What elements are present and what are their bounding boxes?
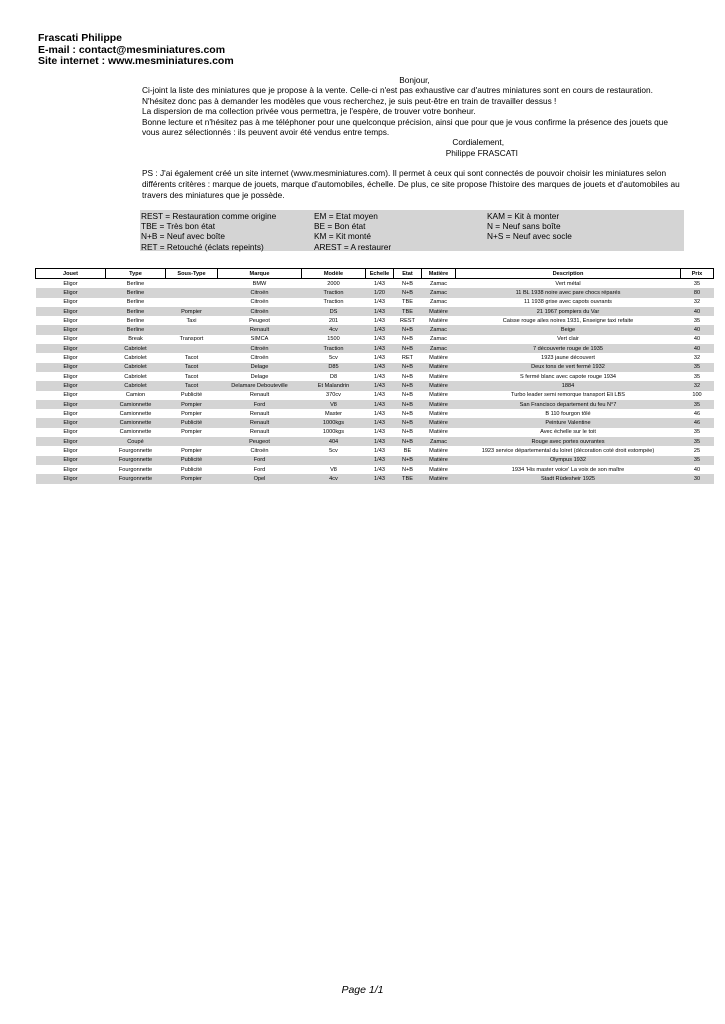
table-cell: N+B xyxy=(394,456,422,465)
letter-line: N'hésitez donc pas à demander les modèles que vous recherchez, je suis peut-être en train de travailler dessus ! xyxy=(142,95,557,106)
table-cell xyxy=(302,456,366,465)
table-cell: 1/43 xyxy=(374,355,385,362)
table-cell: Pompier xyxy=(181,429,202,436)
table-row xyxy=(36,372,714,381)
table-body xyxy=(36,279,714,484)
table-cell: Ford xyxy=(253,466,266,473)
table-cell: San Francisco departement du feu N°7 xyxy=(456,400,681,409)
table-cell: N+B xyxy=(394,437,422,446)
table-cell: 11 BL 1938 noire avec pare chocs réparés xyxy=(456,288,681,297)
table-cell: B 110 fourgon tôlé xyxy=(545,410,591,417)
table-cell: Matière xyxy=(429,355,448,362)
table-cell: Publicité xyxy=(180,466,203,473)
table-cell: N+B xyxy=(401,392,414,399)
table-cell: Delage xyxy=(250,373,269,380)
table-cell: TBE xyxy=(394,474,422,483)
table-cell: 30 xyxy=(681,474,714,483)
table-cell: Pompier xyxy=(166,400,218,409)
legend-entry: KAM = Kit à monter xyxy=(487,211,560,221)
table-cell: BE xyxy=(403,447,412,454)
table-cell: Eligor xyxy=(36,307,106,316)
table-cell: Tacot xyxy=(166,363,218,372)
table-row xyxy=(36,298,714,307)
closing: Cordialement, xyxy=(452,137,504,148)
table-row xyxy=(36,363,714,372)
table-cell: 35 xyxy=(681,437,714,446)
table-cell: 40 xyxy=(693,336,701,343)
table-cell: Zamac xyxy=(429,336,448,343)
table-cell xyxy=(166,437,218,446)
table-cell: Eligor xyxy=(63,466,78,473)
column-header: Marque xyxy=(218,269,302,279)
table-cell: Peinture Valentine xyxy=(456,418,681,427)
author-site: Site internet : www.mesminiatures.com xyxy=(38,55,234,67)
table-cell: N+B xyxy=(401,429,414,436)
table-cell: Matière xyxy=(422,456,456,465)
table-cell: Ford xyxy=(218,456,302,465)
table-cell: 1/20 xyxy=(366,288,394,297)
table-cell: Berline xyxy=(126,280,145,287)
table-cell: 32 xyxy=(693,355,701,362)
table-cell: Vert métal xyxy=(555,280,581,287)
table-row xyxy=(36,316,714,325)
table-cell: Rouge avec portes ouvrantes xyxy=(456,437,681,446)
table-cell: 1/43 xyxy=(366,456,394,465)
signature: Philippe FRASCATI xyxy=(445,147,518,158)
table-cell: Eligor xyxy=(63,280,78,287)
table-cell: 1/43 xyxy=(366,474,394,483)
table-cell: Vert clair xyxy=(557,336,579,343)
table-row xyxy=(36,325,714,334)
table-cell: Master xyxy=(324,410,343,417)
table-cell: 1/43 xyxy=(374,447,385,454)
table-cell: Zamac xyxy=(422,437,456,446)
table-cell: Matière xyxy=(429,317,448,324)
table-cell: 1/43 xyxy=(366,437,394,446)
table-cell: Transport xyxy=(179,336,204,343)
table-cell xyxy=(166,279,218,289)
letter-line: Ci-joint la liste des miniatures que je propose à la vente. Celle-ci n'est pas exhaustive car d'autres miniatures sont en cours de restauration. xyxy=(142,85,653,96)
table-cell: Zamac xyxy=(429,280,448,287)
table-cell: N+B xyxy=(401,373,414,380)
legend-column-2 xyxy=(314,211,391,252)
table-cell: 4cv xyxy=(302,474,366,483)
table-row xyxy=(36,437,714,446)
table-cell: Cabriolet xyxy=(106,381,166,390)
table-cell: 25 xyxy=(693,447,701,454)
table-cell: 1923 service départemental du loiret (décoration coté droit estompée) xyxy=(481,447,655,454)
table-cell: Camionnette xyxy=(106,418,166,427)
table-row xyxy=(36,279,714,289)
table-cell: 1/43 xyxy=(366,400,394,409)
table-row xyxy=(36,474,714,483)
table-cell: Berline xyxy=(106,325,166,334)
table-cell: 1/43 xyxy=(374,410,385,417)
table-cell: Peugeot xyxy=(218,437,302,446)
table-cell: Coupé xyxy=(106,437,166,446)
legend-entry: RET = Retouché (éclats repeints) xyxy=(141,241,264,252)
table-cell: Matière xyxy=(429,373,448,380)
legend-entry: N = Neuf sans boîte xyxy=(487,221,561,232)
column-header: Echelle xyxy=(366,269,394,279)
table-cell: Matière xyxy=(422,363,456,372)
table-cell: Eligor xyxy=(63,447,78,454)
column-header: Description xyxy=(456,269,681,279)
table-cell: 370cv xyxy=(326,392,341,399)
table-cell: Beige xyxy=(456,325,681,334)
legend-entry: EM = Etat moyen xyxy=(314,211,378,221)
table-cell: Eligor xyxy=(36,474,106,483)
table-cell: 35 xyxy=(693,280,701,287)
table-cell: Eligor xyxy=(36,363,106,372)
table-cell: Olympus 1932 xyxy=(456,456,681,465)
table-cell: 4cv xyxy=(302,325,366,334)
table-cell: Renault xyxy=(218,325,302,334)
table-cell: Eligor xyxy=(36,418,106,427)
table-cell: V8 xyxy=(330,466,337,473)
table-cell: Renault xyxy=(218,418,302,427)
inventory-table xyxy=(35,268,714,484)
greeting: Bonjour, xyxy=(399,75,430,85)
table-cell: N+B xyxy=(394,288,422,297)
table-cell: Berline xyxy=(106,307,166,316)
table-cell: Berline xyxy=(106,288,166,297)
table-cell: 1/43 xyxy=(366,363,394,372)
table-cell: 40 xyxy=(681,344,714,353)
column-header: Jouet xyxy=(36,269,106,279)
table-cell: Camionnette xyxy=(106,400,166,409)
table-cell: 1884 xyxy=(456,381,681,390)
table-cell: Deux tons de vert fermé 1932 xyxy=(456,363,681,372)
table-cell: N+B xyxy=(394,381,422,390)
table-cell: Eligor xyxy=(63,355,78,362)
table-cell xyxy=(166,325,218,334)
table-cell: N+B xyxy=(394,400,422,409)
table-cell: Matière xyxy=(422,307,456,316)
legend-entry: AREST = A restaurer xyxy=(314,241,392,252)
table-cell: TBE xyxy=(394,307,422,316)
table-cell: Publicité xyxy=(166,456,218,465)
table-cell: Zamac xyxy=(429,299,448,306)
table-cell: 1/43 xyxy=(366,307,394,316)
table-cell: Eligor xyxy=(63,317,78,324)
table-cell: 35 xyxy=(693,317,701,324)
letter-line: Bonne lecture et n'hésitez pas à me téléphoner pour une quelconque précision, ainsi que pour que je vous confirme la présence des jouets que vous aurez sélectionnés : ils peuvent avoir été vendus entre temps. xyxy=(142,116,669,138)
table-row xyxy=(36,307,714,316)
table-cell: Tacot xyxy=(184,355,199,362)
table-cell: N+B xyxy=(401,280,414,287)
table-cell: Citroën xyxy=(218,288,302,297)
table-cell: Renault xyxy=(249,410,270,417)
table-cell: REST xyxy=(400,317,415,324)
letter-line: La dispersion de ma collection privée vous permettra, je l'espère, de trouver votre bonheur. xyxy=(142,106,476,117)
table-cell xyxy=(166,344,218,353)
table-cell: Matière xyxy=(429,447,448,454)
table-row xyxy=(36,335,714,344)
table-cell: Zamac xyxy=(422,325,456,334)
table-cell: Fourgonnette xyxy=(106,474,166,483)
table-cell: Pompier xyxy=(166,474,218,483)
table-cell: TBE xyxy=(402,299,413,306)
table-cell: 1/43 xyxy=(374,466,385,473)
table-cell: 80 xyxy=(681,288,714,297)
column-header: Type xyxy=(106,269,166,279)
table-cell: 5cv xyxy=(329,355,338,362)
table-cell: 5cv xyxy=(329,447,338,454)
page-number: Page 1/1 xyxy=(341,984,384,996)
table-cell: 21 1967 pompiers du Var xyxy=(456,307,681,316)
table-cell: Eligor xyxy=(63,336,78,343)
table-cell: Fourgonnette xyxy=(118,447,153,454)
table-cell: 35 xyxy=(693,373,701,380)
table-cell: Caisse rouge ailes noires 1931, Enseigne taxi refaite xyxy=(502,317,634,324)
table-cell: 1/43 xyxy=(374,392,385,399)
table-cell: Eligor xyxy=(36,288,106,297)
table-cell: Pompier xyxy=(181,447,202,454)
table-cell: 1/43 xyxy=(366,418,394,427)
table-cell: 1/43 xyxy=(366,381,394,390)
table-cell: D8 xyxy=(329,373,338,380)
intro-letter xyxy=(142,75,687,158)
table-cell: 201 xyxy=(328,317,339,324)
table-cell: 40 xyxy=(693,466,701,473)
table-cell: Eligor xyxy=(36,437,106,446)
table-cell: DS xyxy=(302,307,366,316)
table-cell: Turbo leader semi remorque transport Eli LBS xyxy=(511,392,625,399)
table-cell: 1/43 xyxy=(374,336,385,343)
table-cell: 1500 xyxy=(327,336,340,343)
table-row xyxy=(36,344,714,353)
table-cell: Cabriolet xyxy=(106,344,166,353)
table-row xyxy=(36,446,714,455)
table-row xyxy=(36,288,714,297)
table-cell: N+B xyxy=(394,344,422,353)
table-cell: D85 xyxy=(302,363,366,372)
table-cell: Pompier xyxy=(181,410,202,417)
table-cell: 35 xyxy=(681,363,714,372)
table-cell: Matière xyxy=(429,429,448,436)
table-cell: Eligor xyxy=(63,299,78,306)
table-cell: Stadt Rüdesheir 1925 xyxy=(456,474,681,483)
column-header: Etat xyxy=(394,269,422,279)
table-cell: RET xyxy=(401,355,414,362)
table-cell: Cabriolet xyxy=(106,363,166,372)
column-header: Matière xyxy=(422,269,456,279)
table-cell: Cabriolet xyxy=(124,373,147,380)
table-cell: N+B xyxy=(394,363,422,372)
table-cell: 1/43 xyxy=(366,344,394,353)
table-cell: 11 1938 grise avec capots ouvrants xyxy=(524,299,612,306)
table-row xyxy=(36,400,714,409)
table-cell: Matière xyxy=(429,466,448,473)
table-cell: Citroën xyxy=(250,299,269,306)
table-cell: 35 xyxy=(693,429,701,436)
table-cell: 100 xyxy=(692,392,702,399)
table-cell: 1923 jaune découvert xyxy=(541,355,595,362)
table-cell: Renault xyxy=(249,392,270,399)
table-cell: Eligor xyxy=(63,410,78,417)
legend-entry: KM = Kit monté xyxy=(314,231,371,242)
table-cell: Fourgonnette xyxy=(118,466,153,473)
table-cell: 1/43 xyxy=(374,299,385,306)
postscript: PS : J'ai également créé un site internet (www.mesminiatures.com). Il permet à ceux qui sont connectés de pouvoir choisir les miniatures selon différents critères : marque de jouets, marque d'automobiles, échelle. De plus, ce site propose l'histoire des marques de jouets et d'automobiles au travers des miniatures que je possède. xyxy=(142,168,680,201)
table-cell: Zamac xyxy=(422,344,456,353)
table-cell: N+B xyxy=(394,418,422,427)
table-cell: Opel xyxy=(218,474,302,483)
table-cell: BMW xyxy=(252,280,267,287)
table-cell: Pompier xyxy=(166,307,218,316)
column-header: Sous-Type xyxy=(166,269,218,279)
table-cell: 1/43 xyxy=(374,429,385,436)
table-cell: Traction xyxy=(323,299,344,306)
table-cell: Citroën xyxy=(250,447,269,454)
table-cell: Publicité xyxy=(166,418,218,427)
column-header: Modèle xyxy=(302,269,366,279)
table-cell: Zamac xyxy=(422,288,456,297)
table-cell: 1/43 xyxy=(366,325,394,334)
table-cell: N+B xyxy=(394,325,422,334)
table-cell: N+B xyxy=(401,466,414,473)
table-cell: Taxi xyxy=(186,317,197,324)
table-cell: 46 xyxy=(693,410,701,417)
table-cell: Eligor xyxy=(36,325,106,334)
table-cell: Delamare Debouteville xyxy=(218,381,302,390)
table-row xyxy=(36,353,714,362)
table-cell: Fourgonnette xyxy=(106,456,166,465)
table-cell: Citroën xyxy=(250,355,269,362)
table-cell: SIMCA xyxy=(250,336,269,343)
table-cell: Tacot xyxy=(184,373,199,380)
table-cell: Eligor xyxy=(36,344,106,353)
table-cell: Ford xyxy=(218,400,302,409)
table-cell: S fermé blanc avec capote rouge 1934 xyxy=(519,373,617,380)
table-cell: Traction xyxy=(302,344,366,353)
table-cell: Eligor xyxy=(63,392,78,399)
table-cell: Matière xyxy=(429,410,448,417)
table-cell: Matière xyxy=(429,392,448,399)
table-cell: 1000kgs xyxy=(302,418,366,427)
table-cell: Break xyxy=(128,336,143,343)
table-cell: 2000 xyxy=(327,280,340,287)
legend-entry: BE = Bon état xyxy=(314,221,366,232)
table-cell: Citroën xyxy=(218,307,302,316)
table-cell: Camionnette xyxy=(119,410,152,417)
legend-column-3 xyxy=(487,211,572,242)
table-cell: 1934 'His master voice' La voix de son maître xyxy=(511,466,625,473)
condition-legend xyxy=(140,210,684,251)
table-cell: Cabriolet xyxy=(124,355,147,362)
table-cell: 1/43 xyxy=(374,317,385,324)
legend-entry: TBE = Très bon état xyxy=(141,221,216,232)
table-cell: 40 xyxy=(681,307,714,316)
legend-entry: REST = Restauration comme origine xyxy=(141,211,277,221)
table-row xyxy=(36,418,714,427)
table-cell: Eligor xyxy=(36,456,106,465)
author-email: E-mail : contact@mesminiatures.com xyxy=(38,43,226,56)
table-cell: 1/43 xyxy=(374,373,385,380)
table-cell: Matière xyxy=(422,418,456,427)
table-cell: N+B xyxy=(401,410,414,417)
table-cell: Citroën xyxy=(218,344,302,353)
table-row xyxy=(36,428,714,437)
table-cell: Camion xyxy=(125,392,146,399)
table-cell xyxy=(166,288,218,297)
table-cell: 32 xyxy=(681,381,714,390)
table-cell: Avec échelle sur le toit xyxy=(540,429,596,436)
table-cell: N+B xyxy=(401,336,414,343)
table-cell: Renault xyxy=(249,429,270,436)
legend-entry: N+B = Neuf avec boîte xyxy=(141,231,225,242)
table-cell: 404 xyxy=(302,437,366,446)
table-cell: Traction xyxy=(302,288,366,297)
table-cell: Berline xyxy=(126,299,145,306)
table-row xyxy=(36,465,714,474)
table-cell: V8 xyxy=(302,400,366,409)
table-cell: 1/43 xyxy=(374,280,385,287)
table-cell: Matière xyxy=(422,400,456,409)
table-cell: Publicité xyxy=(180,392,203,399)
table-cell: Eligor xyxy=(36,400,106,409)
table-cell: Berline xyxy=(126,317,145,324)
table-cell: 35 xyxy=(681,456,714,465)
table-header-row xyxy=(36,269,714,279)
table-row xyxy=(36,409,714,418)
table-cell: Camionnette xyxy=(119,429,152,436)
legend-column-1 xyxy=(141,211,276,252)
legend-entry: N+S = Neuf avec socle xyxy=(487,231,572,242)
column-header: Prix xyxy=(681,269,714,279)
table-cell: 46 xyxy=(681,418,714,427)
table-cell: Eligor xyxy=(63,429,78,436)
table-cell: 7 découverte rouge de 1935 xyxy=(456,344,681,353)
table-cell: Matière xyxy=(422,381,456,390)
table-cell: Eligor xyxy=(63,373,78,380)
table-row xyxy=(36,381,714,390)
document-header xyxy=(38,33,234,68)
table-cell: 35 xyxy=(681,400,714,409)
table-cell: Et Malandrin xyxy=(302,381,366,390)
table-cell: Tacot xyxy=(166,381,218,390)
table-cell xyxy=(166,298,218,307)
table-cell: Eligor xyxy=(36,381,106,390)
table-row xyxy=(36,456,714,465)
table-cell: 1000kgs xyxy=(322,429,345,436)
table-cell: Matière xyxy=(422,474,456,483)
table-cell: Peugeot xyxy=(249,317,270,324)
table-cell: 40 xyxy=(681,325,714,334)
table-row xyxy=(36,391,714,400)
table-cell: 32 xyxy=(693,299,701,306)
table-cell: Delage xyxy=(218,363,302,372)
author-name: Frascati Philippe xyxy=(38,32,123,44)
